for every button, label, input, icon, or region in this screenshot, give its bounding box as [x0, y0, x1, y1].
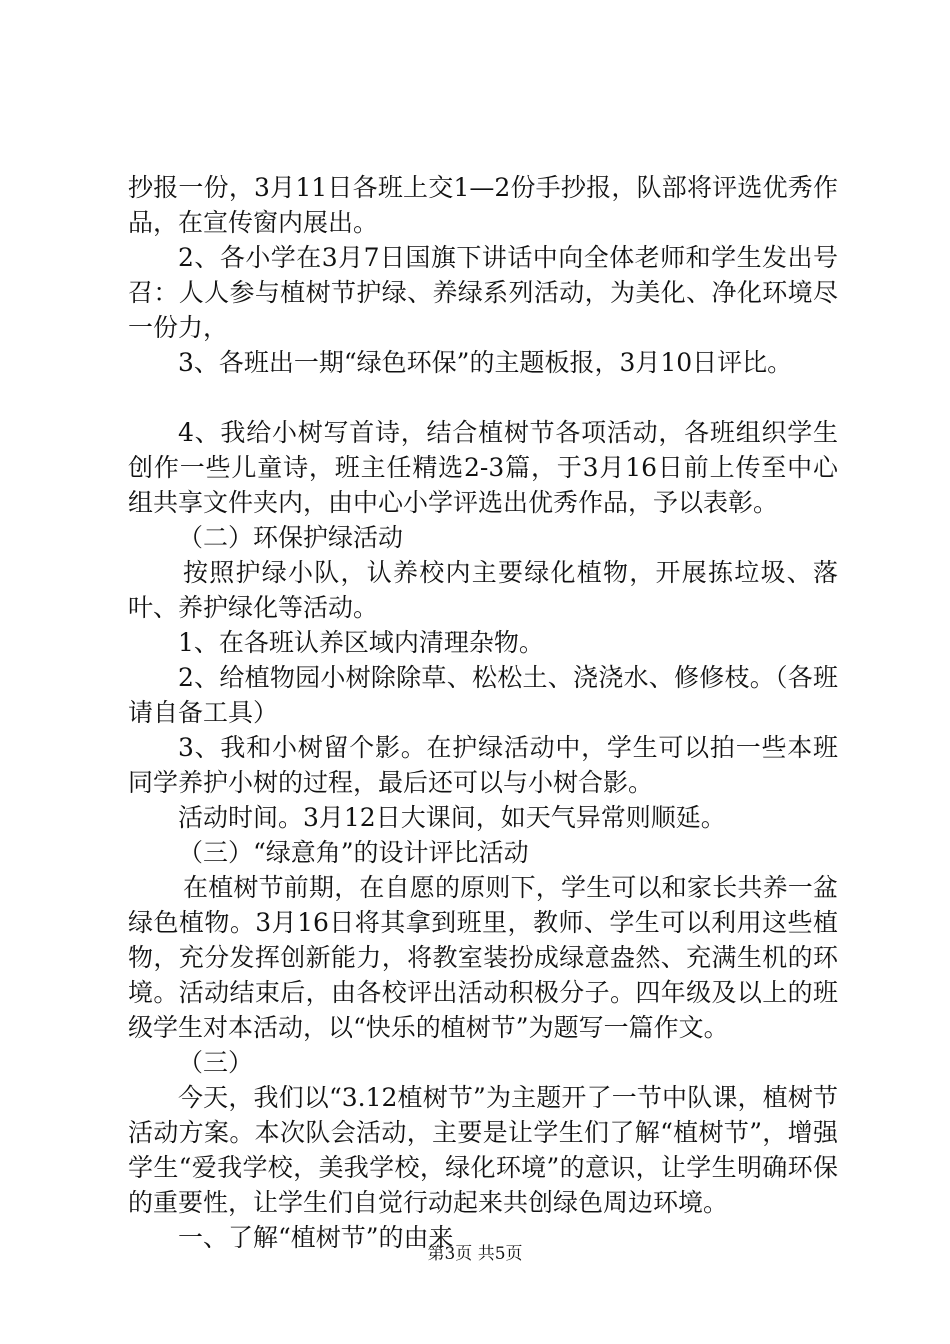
- paragraph-section-3-body: 在植树节前期，在自愿的原则下，学生可以和家长共养一盆绿色植物。3月16日将其拿到班里，教师、学生可以利用这些植物，充分发挥创新能力，将教室装扮成绿意盎然、充满生机的环境。活动结束后，由各校评出活动积极分子。四年级及以上的班级学生对本活动，以“快乐的植树节”为题写一篇作文。: [128, 873, 838, 1042]
- paragraph-activity-time: 活动时间。3月12日大课间，如天气异常则顺延。: [178, 803, 726, 832]
- paragraph-section-2-intro: 按照护绿小队，认养校内主要绿化植物，开展拣垃圾、落叶、养护绿化等活动。: [128, 558, 838, 622]
- paragraph-section-2-item-1: 1、在各班认养区域内清理杂物。: [178, 628, 544, 657]
- paragraph-item-2: 2、各小学在3月7日国旗下讲话中向全体老师和学生发出号召：人人参与植树节护绿、养绿系列活动，为美化、净化环境尽一份力，: [128, 243, 838, 342]
- paragraph-item-4: 4、我给小树写首诗，结合植树节各项活动，各班组织学生创作一些儿童诗，班主任精选2-3篇，于3月16日前上传至中心组共享文件夹内，由中心小学评选出优秀作品，予以表彰。: [128, 418, 838, 517]
- blank-line: [128, 380, 838, 415]
- section-heading-3: （三）“绿意角”的设计评比活动: [178, 838, 529, 867]
- paragraph-continuation: 抄报一份，3月11日各班上交1—2份手抄报，队部将评选优秀作品，在宣传窗内展出。: [128, 173, 838, 237]
- section-heading-3b: （三）: [178, 1048, 254, 1077]
- page-number: 第3页 共5页: [427, 1244, 523, 1264]
- paragraph-section-2-item-2: 2、给植物园小树除除草、松松土、浇浇水、修修枝。（各班请自备工具）: [128, 663, 838, 727]
- paragraph-section-2-item-3: 3、我和小树留个影。在护绿活动中，学生可以拍一些本班同学养护小树的过程，最后还可以与小树合影。: [128, 733, 838, 797]
- document-body: [128, 170, 838, 1255]
- paragraph-class-meeting: 今天，我们以“3.12植树节”为主题开了一节中队课，植树节活动方案。本次队会活动，主要是让学生们了解“植树节”，增强学生“爱我学校，美我学校，绿化环境”的意识，让学生明确环保的重要性，让学生们自觉行动起来共创绿色周边环境。: [128, 1083, 838, 1217]
- section-heading-2: （二）环保护绿活动: [178, 523, 404, 552]
- paragraph-item-3: 3、各班出一期“绿色环保”的主题板报，3月10日评比。: [178, 348, 793, 377]
- subheading-origin: 一、了解“植树节”的由来: [178, 1223, 454, 1252]
